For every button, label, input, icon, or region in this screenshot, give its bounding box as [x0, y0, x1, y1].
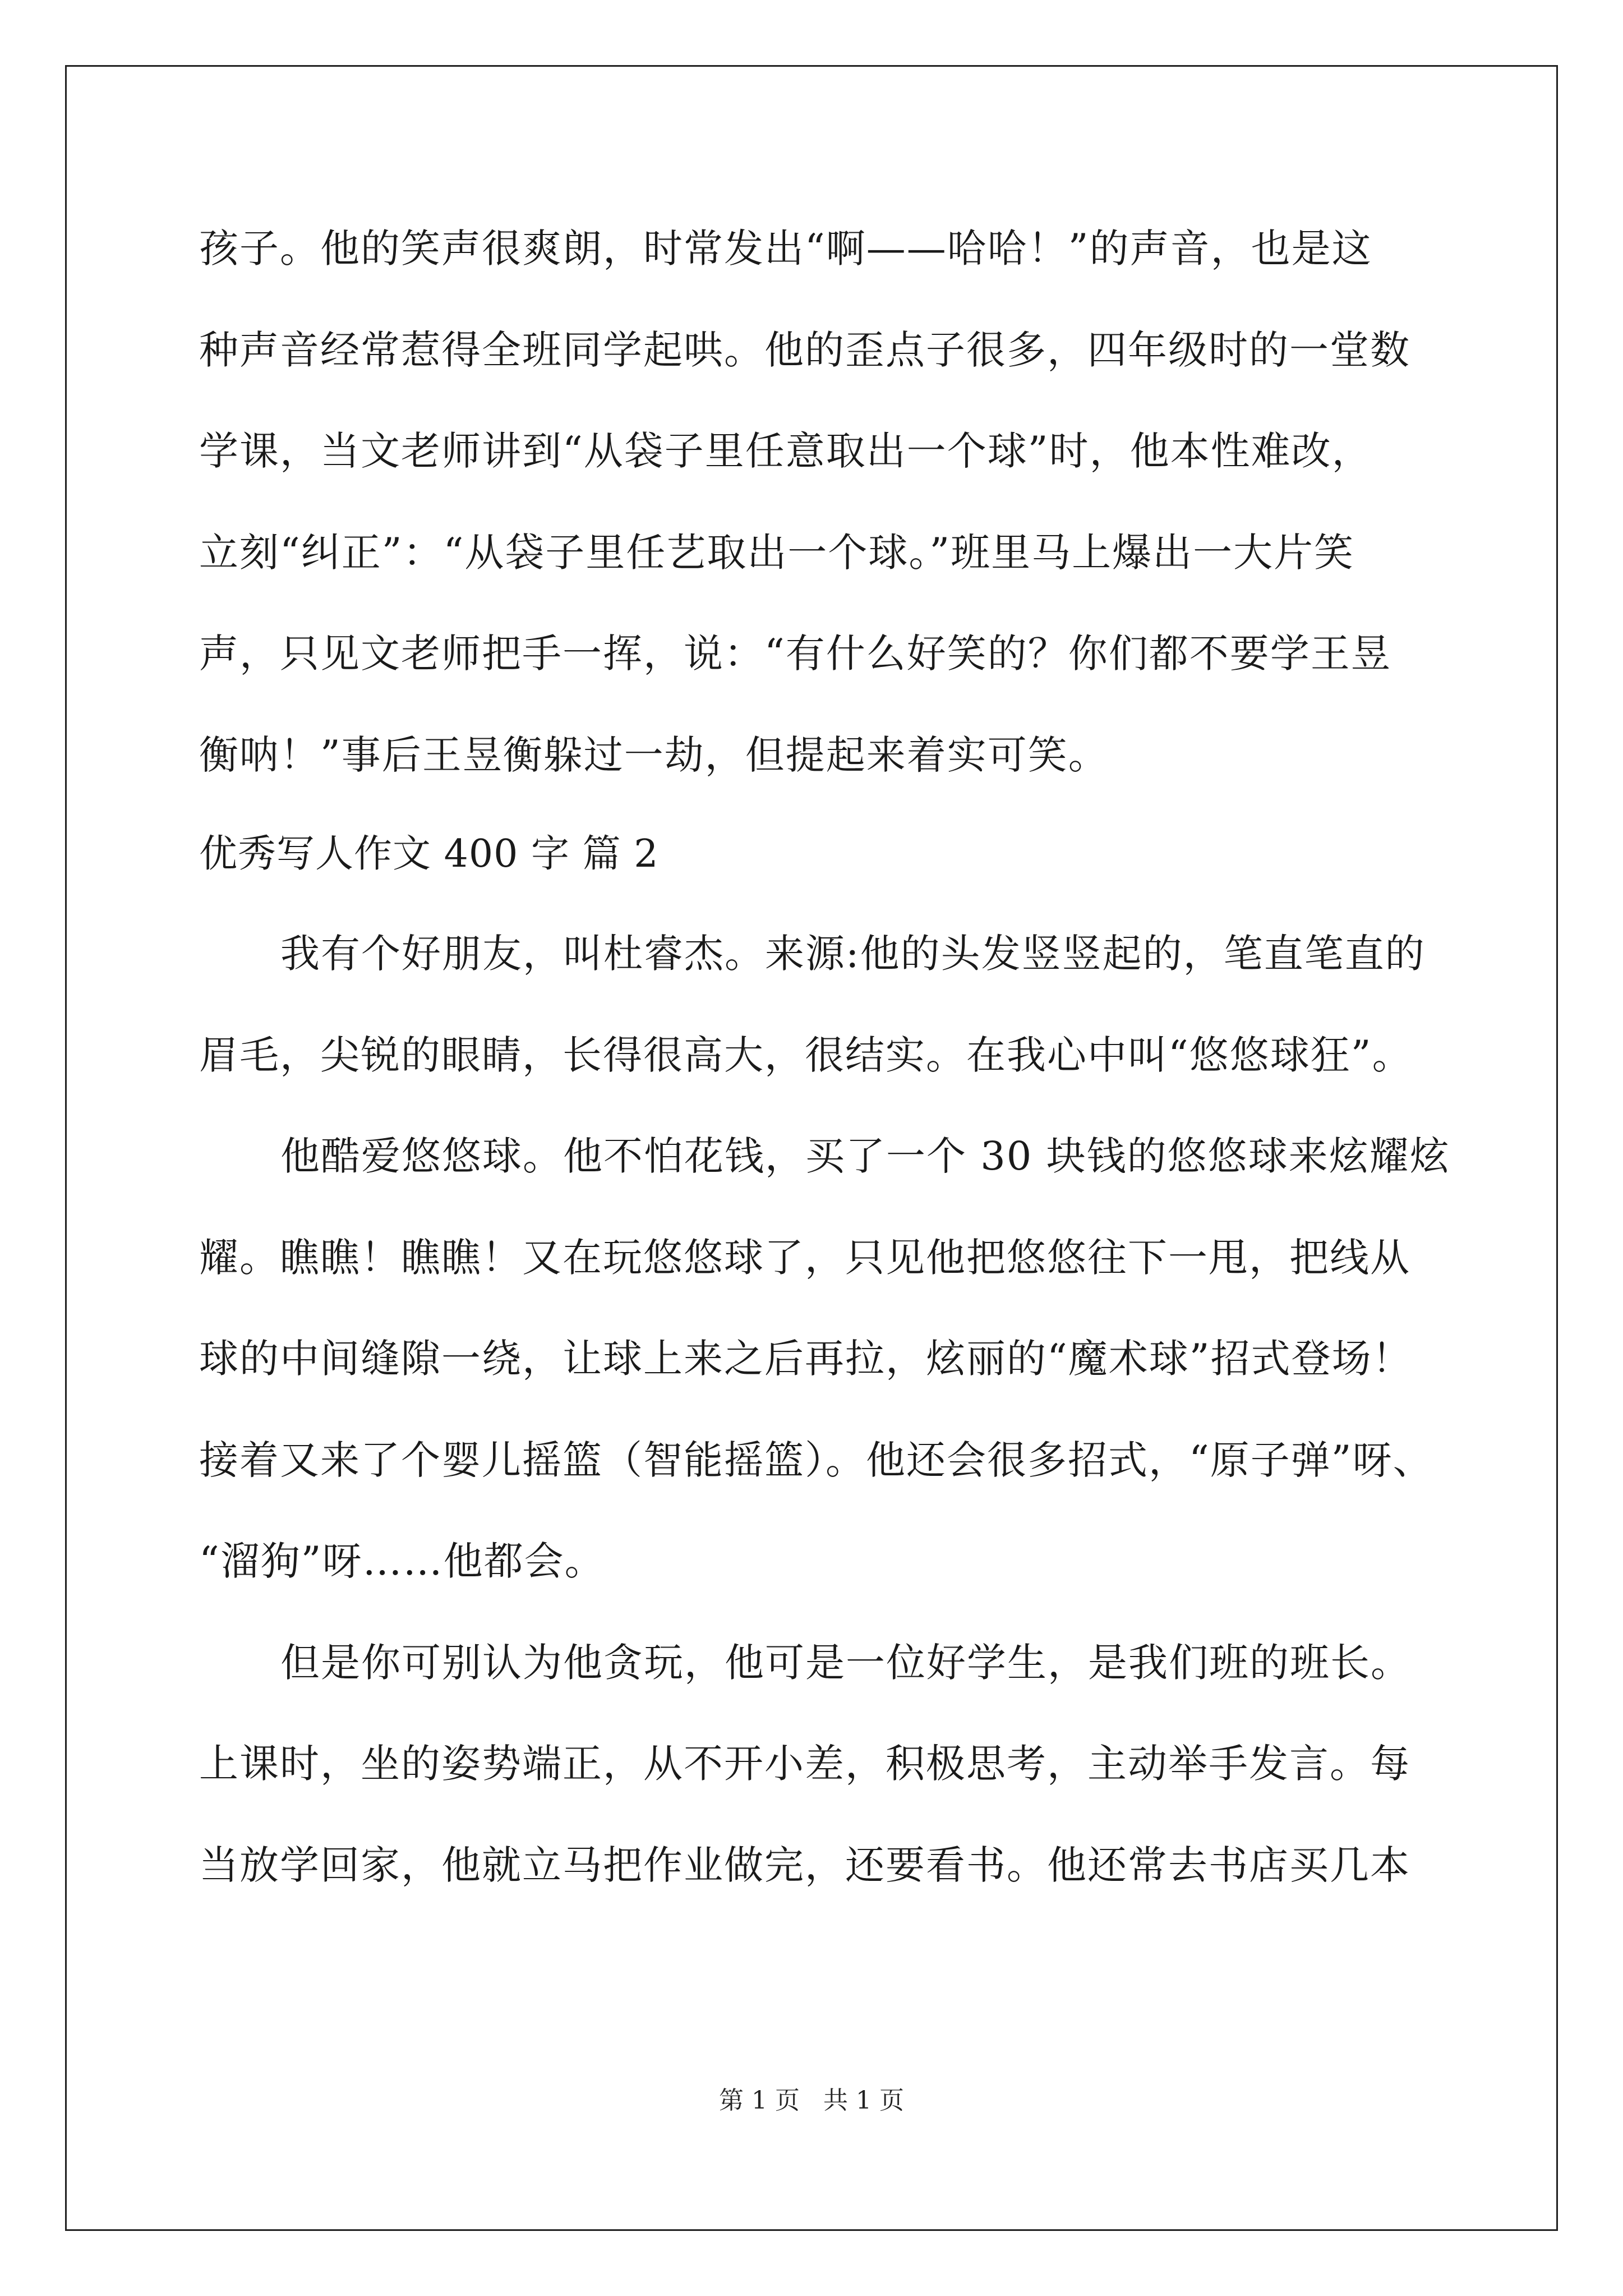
text-line: 眉毛，尖锐的眼睛，长得很高大，很结实。在我心中叫“悠悠球狂”。 — [199, 1032, 1413, 1078]
text-line: 耀。瞧瞧！瞧瞧！又在玩悠悠球了，只见他把悠悠往下一甩，把线从 — [199, 1235, 1410, 1281]
text-line: 但是你可别认为他贪玩，他可是一位好学生，是我们班的班长。 — [280, 1640, 1411, 1686]
text-line: “溜狗”呀……他都会。 — [199, 1538, 605, 1584]
text-line: 我有个好朋友，叫杜睿杰。来源:他的头发竖竖起的，笔直笔直的 — [280, 931, 1426, 977]
text-line: 衡呐！”事后王昱衡躲过一劫，但提起来着实可笑。 — [199, 732, 1109, 778]
text-line: 球的中间缝隙一绕，让球上来之后再拉，炫丽的“魔术球”招式登场！ — [199, 1336, 1413, 1382]
text-line: 上课时，坐的姿势端正，从不开小差，积极思考，主动举手发言。每 — [199, 1741, 1410, 1787]
section-heading: 优秀写人作文 400 字 篇 2 — [199, 832, 659, 876]
text-line: 立刻“纠正”：“从袋子里任艺取出一个球。”班里马上爆出一大片笑 — [199, 530, 1355, 576]
text-line: 种声音经常惹得全班同学起哄。他的歪点子很多，四年级时的一堂数 — [199, 327, 1410, 373]
text-line: 接着又来了个婴儿摇篮（智能摇篮）。他还会很多招式，“原子弹”呀、 — [199, 1437, 1433, 1483]
text-line: 他酷爱悠悠球。他不怕花钱，买了一个 30 块钱的悠悠球来炫耀炫 — [280, 1133, 1450, 1179]
text-line: 声，只见文老师把手一挥，说：“有什么好笑的？你们都不要学王昱 — [199, 631, 1391, 677]
text-line: 孩子。他的笑声很爽朗，时常发出“啊——哈哈！”的声音，也是这 — [199, 226, 1372, 272]
text-line: 当放学回家，他就立马把作业做完，还要看书。他还常去书店买几本 — [199, 1842, 1410, 1888]
text-line: 学课，当文老师讲到“从袋子里任意取出一个球”时，他本性难改， — [199, 428, 1372, 474]
page-footer: 第 1 页 共 1 页 — [719, 2086, 904, 2115]
